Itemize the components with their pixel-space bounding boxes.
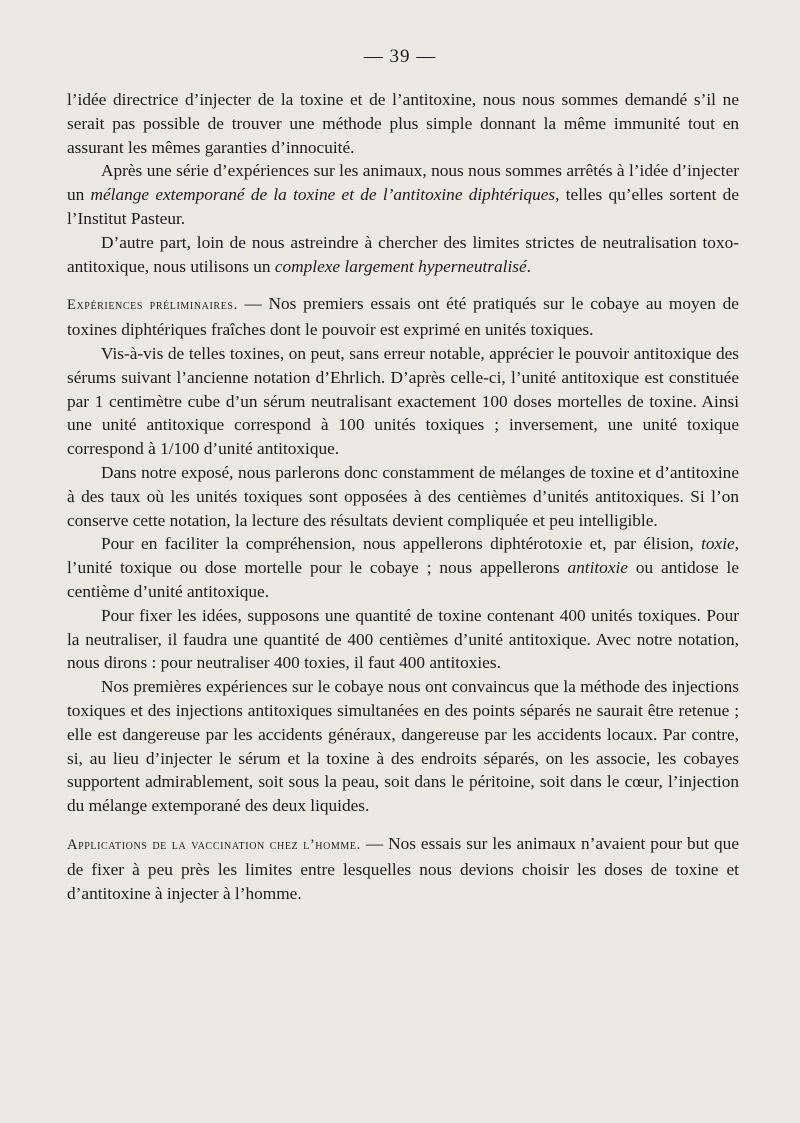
paragraph-3-emphasis: complexe largement hyperneutralisé: [274, 256, 527, 276]
paragraph-6: Dans notre exposé, nous parlerons donc constamment de mélanges de toxine et d’antitoxine à des taux où les unités toxiques sont opposées à des centièmes d’unités antitoxiques. Si l’on conserve cette notation, la lecture des résultats devient compliquée et peu intelligible.: [67, 462, 739, 530]
paragraph-4-body: — Nos premiers essais ont été pratiqués sur le cobaye au moyen de toxines diphtériques fraîches dont le pouvoir est exprimé en unités toxiques.: [67, 294, 739, 340]
paragraph-2-text-a: Après une série d’expériences sur les animaux, nous nous sommes arrêtés à l’idée d’injecter un: [67, 161, 739, 205]
paragraph-8: Pour fixer les idées, supposons une quantité de toxine contenant 400 unités toxiques. Pour la neutraliser, il faudra une quantité de 400 centièmes d’unité antitoxique. Avec notre notation, nous dirons : pour neutraliser 400 toxies, il faut 400 antitoxies.: [67, 605, 739, 673]
paragraph-7: [67, 532, 739, 603]
paragraph-2-emphasis: mélange extemporané de la toxine et de l’antitoxine diphtériques: [90, 185, 556, 205]
paragraph-7-emphasis-toxie: toxie: [701, 534, 735, 554]
paragraph-3: [67, 231, 739, 279]
paragraph-7-emphasis-antitoxie: antitoxie: [567, 558, 628, 578]
paragraph-10-body: — Nos essais sur les animaux n’avaient pour but que de fixer à peu près les limites entre lesquelles nous devions choisir les doses de toxine et d’antitoxine à injecter à l’homme.: [67, 833, 739, 903]
paragraph-7-text-b: , l’unité toxique ou dose mortelle pour le cobaye ; nous appellerons: [67, 534, 739, 578]
paragraph-2: [67, 159, 739, 230]
paragraph-10: [67, 832, 739, 905]
paragraph-9: Nos premières expériences sur le cobaye nous ont convaincus que la méthode des injections toxiques et des injections antitoxiques simultanées en des points séparés ne saurait être retenue ; elle est dangereuse par les accidents généraux, dangereuse par les accidents locaux. Par contre, si, au lieu d’injecter le sérum et la toxine à des endroits séparés, on les associe, les cobayes supportent admirablement, soit sous la peau, soit dans le péritoine, soit dans le cœur, l’injection du mélange extemporané des deux liquides.: [67, 677, 739, 816]
section-heading-applications: Applications de la vaccination chez l’homme.: [67, 836, 361, 853]
paragraph-2-text-b: , telles qu’elles sortent de l’Institut Pasteur.: [67, 185, 739, 228]
section-heading-experiences: Expériences préliminaires.: [67, 297, 238, 314]
paragraph-3-text-b: .: [526, 256, 531, 276]
page-number: — 39 —: [363, 46, 437, 67]
paragraph-3-text-a: D’autre part, loin de nous astreindre à chercher des limites strictes de neutralisation toxo-antitoxique, nous utilisons un: [67, 232, 739, 276]
paragraph-4: [67, 292, 739, 342]
paragraph-5: Vis-à-vis de telles toxines, on peut, sans erreur notable, apprécier le pouvoir antitoxique des sérums suivant l’ancienne notation d’Ehrlich. D’après celle-ci, l’unité antitoxique est constituée par 1 centimètre cube d’un sérum neutralisant exactement 100 doses mortelles de toxine. Ainsi une unité antitoxique correspond à 100 unités toxiques ; inversement, une unité toxique correspond à 1/100 d’unité antitoxique.: [67, 343, 739, 459]
paragraph-7-text-c: ou antidose le centième d’unité antitoxique.: [67, 558, 739, 601]
body-text: [67, 88, 739, 905]
paragraph-1: l’idée directrice d’injecter de la toxine et de l’antitoxine, nous nous sommes demandé s’il ne serait pas possible de trouver une méthode plus simple donnant la même immunité tout en assurant les mêmes garanties d’innocuité.: [67, 90, 739, 157]
paragraph-7-text-a: Pour en faciliter la compréhension, nous appellerons diphtérotoxie et, par élision,: [101, 534, 702, 554]
